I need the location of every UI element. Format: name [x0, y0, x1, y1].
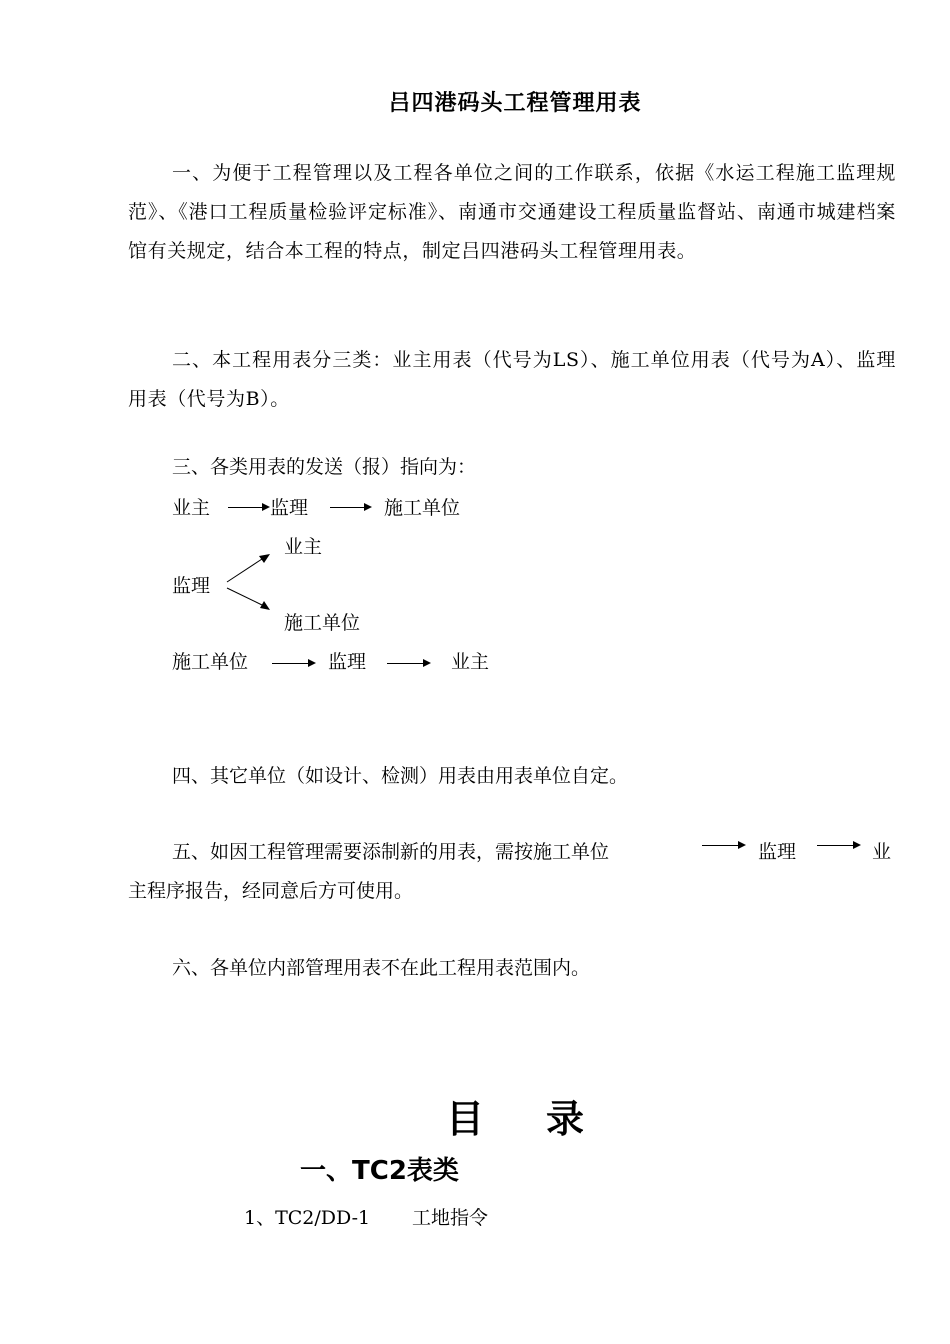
flow-arrow-icon	[702, 845, 744, 846]
flow-branch-supervisor: 监理	[172, 575, 211, 597]
paragraph-5-part2: 监理	[758, 841, 797, 863]
flow-arrow-icon	[330, 507, 370, 508]
paragraph-4: 四、其它单位（如设计、检测）用表由用表单位自定。	[172, 765, 629, 787]
flow-row1-supervisor: 监理	[270, 497, 309, 519]
flow-row3-contractor: 施工单位	[172, 651, 249, 673]
paragraph-1: 一、为便于工程管理以及工程各单位之间的工作联系，依据《水运工程施工监理规范》、《港口工程质量检验评定标准》、南通市交通建设工程质量监督站、南通市城建档案馆有关规定，结合本工程的特点，制定吕四港码头工程管理用表。	[128, 162, 896, 262]
flow-branch-contractor: 施工单位	[284, 612, 361, 634]
paragraph-2: 二、本工程用表分三类：业主用表（代号为LS）、施工单位用表（代号为A）、监理用表（代号为B）。	[128, 349, 896, 410]
flow-arrow-icon	[817, 845, 859, 846]
toc-item[interactable]	[244, 1203, 488, 1230]
flow-arrow-icon	[272, 663, 314, 664]
paragraph-5-part1: 五、如因工程管理需要添制新的用表，需按施工单位	[172, 841, 610, 863]
flow-row1-contractor: 施工单位	[384, 497, 461, 519]
toc-title	[0, 1088, 950, 1143]
toc-item-code: 1、TC2/DD-1	[244, 1207, 371, 1229]
toc-title-char-1: 目	[445, 1097, 484, 1141]
flow-row1-owner: 业主	[172, 497, 211, 519]
flow-arrow-icon	[387, 663, 429, 664]
toc-title-char-2: 录	[546, 1097, 585, 1141]
flow-arrow-icon	[228, 507, 268, 508]
paragraph-3: 三、各类用表的发送（报）指向为：	[172, 456, 477, 478]
paragraph-6: 六、各单位内部管理用表不在此工程用表范围内。	[172, 957, 591, 979]
flow-row3-owner: 业主	[451, 651, 490, 673]
page-title: 吕四港码头工程管理用表	[388, 91, 642, 116]
toc-section-heading: 一、TC2表类	[300, 1156, 459, 1186]
paragraph-5-part3: 业	[872, 841, 892, 863]
toc-item-name: 工地指令	[412, 1207, 489, 1229]
branch-arrows-icon	[222, 550, 274, 614]
flow-row3-supervisor: 监理	[328, 651, 367, 673]
flow-branch-owner: 业主	[284, 536, 323, 558]
paragraph-5-line2: 主程序报告，经同意后方可使用。	[128, 880, 414, 902]
